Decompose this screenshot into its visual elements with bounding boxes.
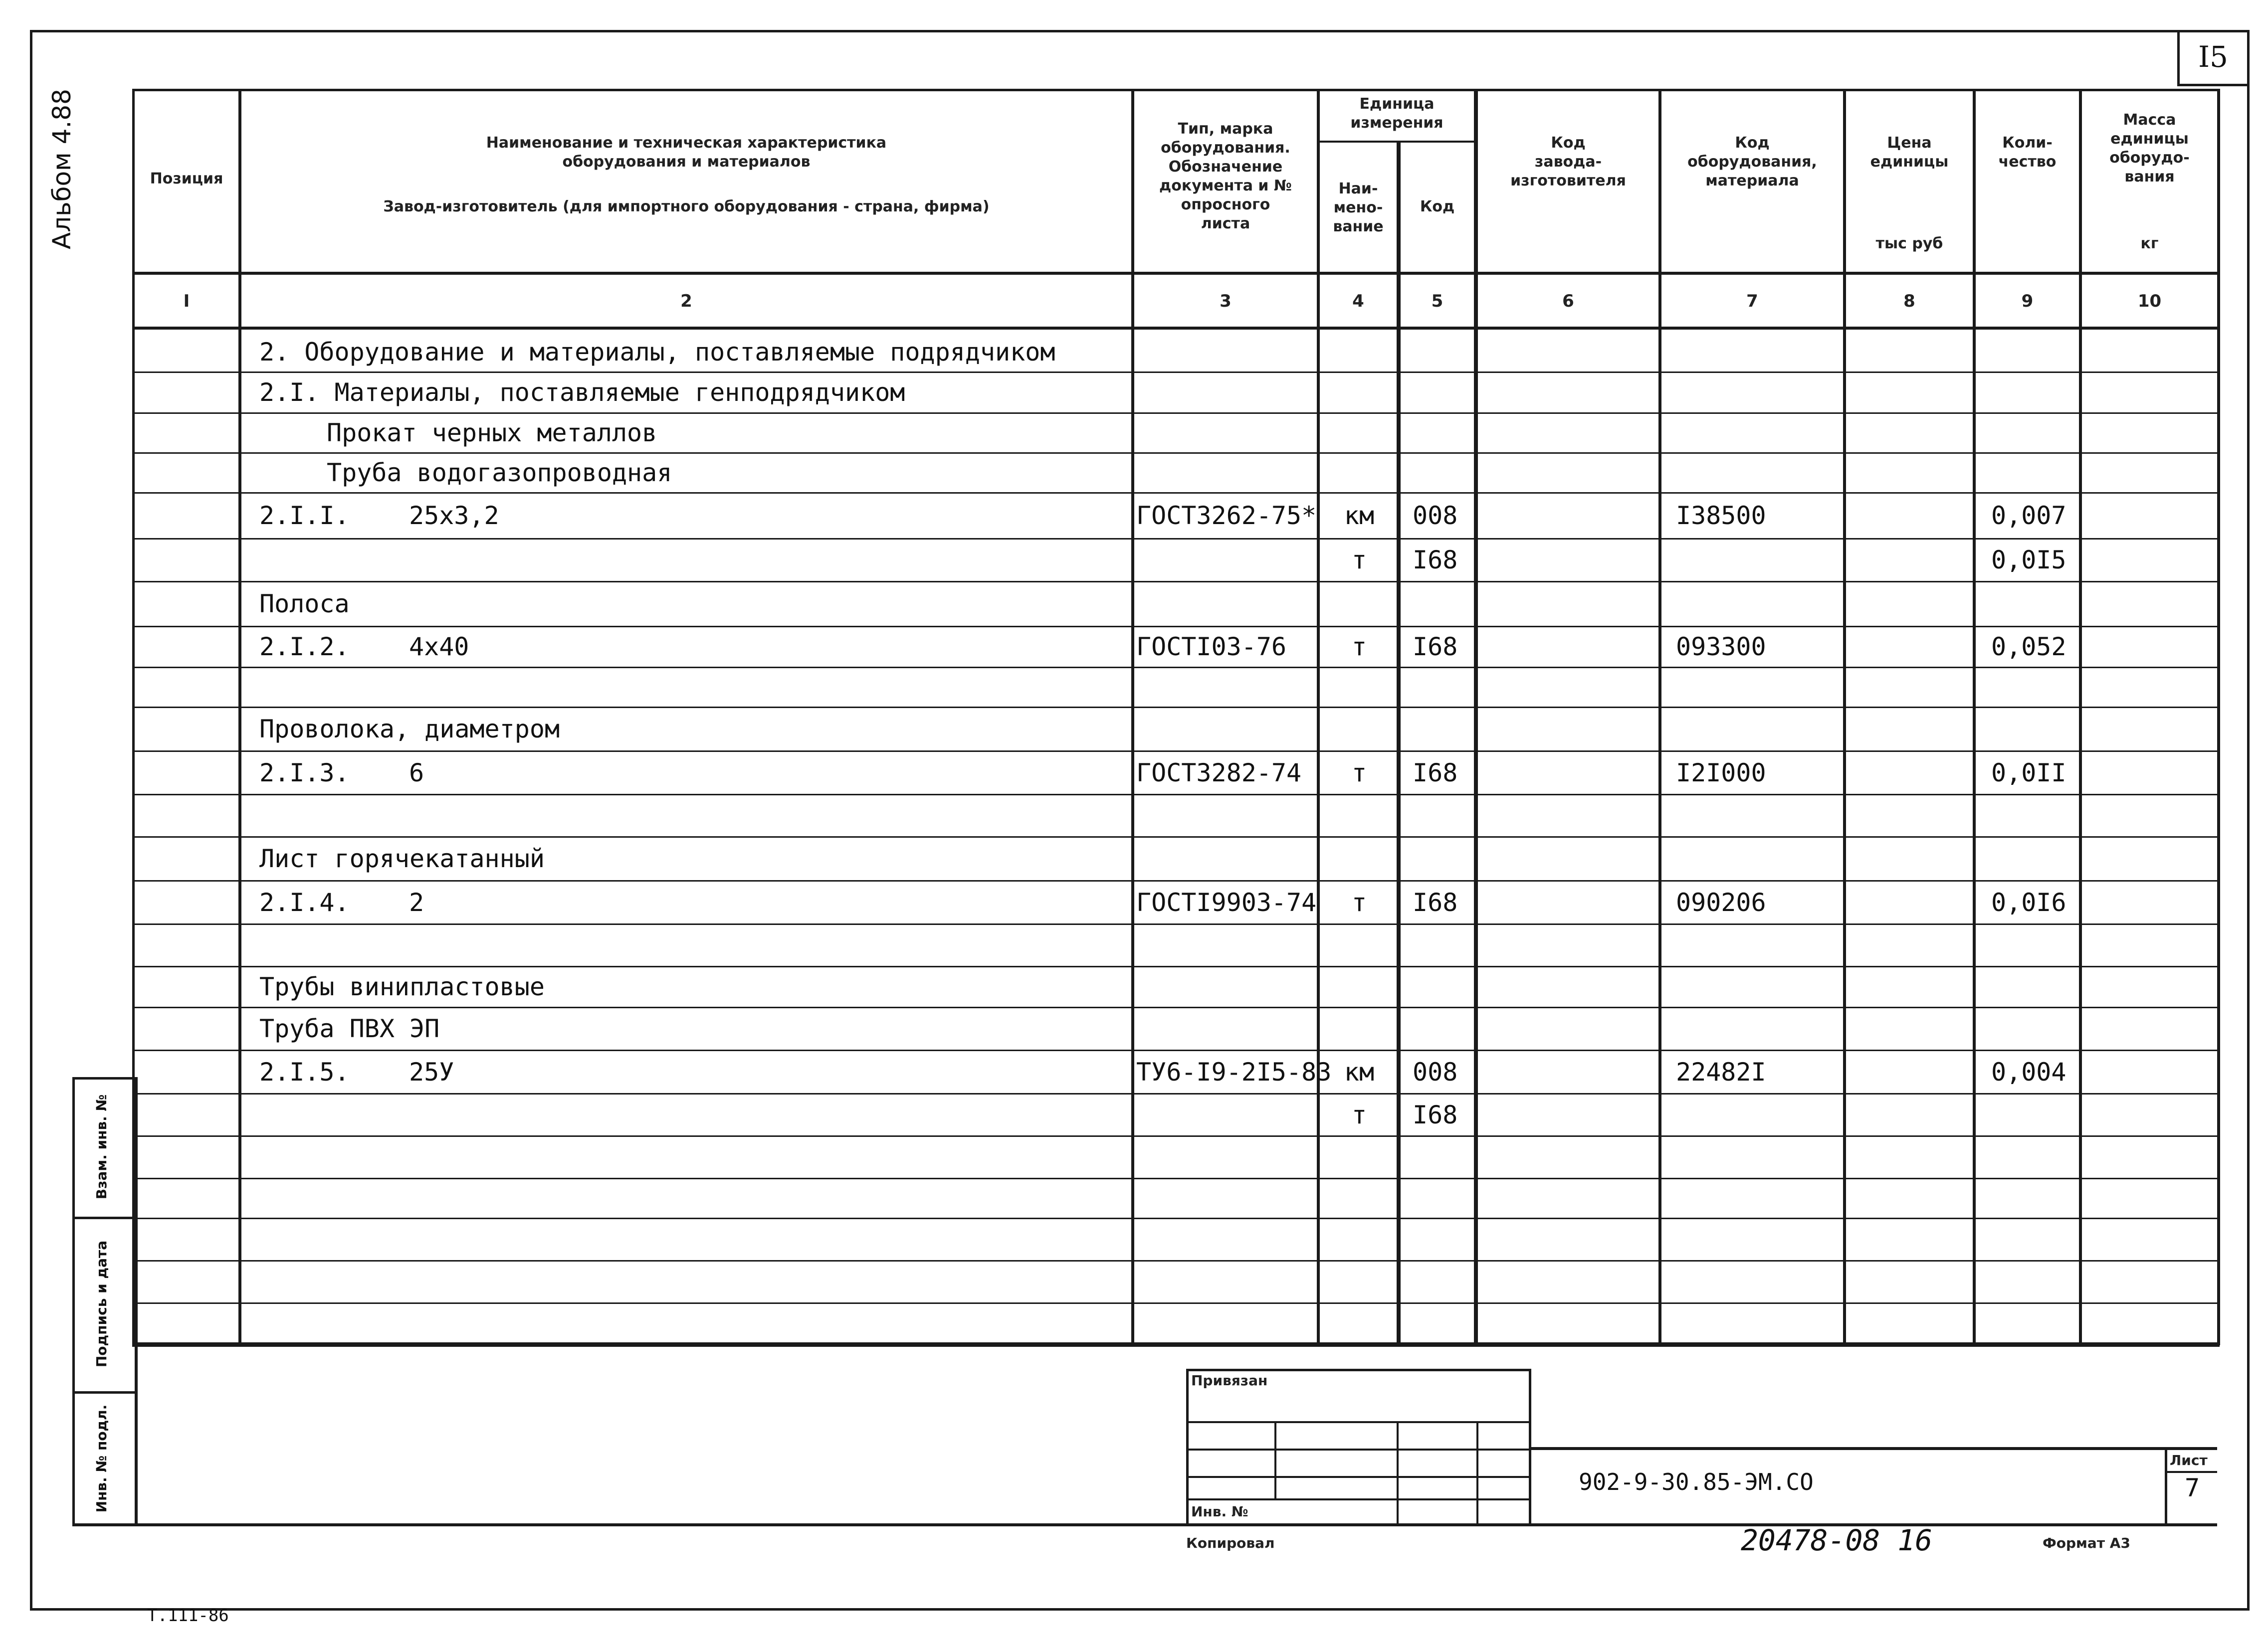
column-number: 3 <box>1220 291 1232 311</box>
column-number: 6 <box>1562 291 1574 311</box>
column-number: 4 <box>1352 291 1364 311</box>
header-mass-unit: кг <box>2140 235 2159 252</box>
cell-pos: 2.I.4. <box>259 888 350 917</box>
page-number: I5 <box>2198 40 2228 74</box>
stamp-original-inv: Инв. № подл. <box>93 1404 110 1513</box>
cell-doc: ГОСТI9903-74 <box>1136 888 1317 917</box>
cell-doc: ГОСТ3282-74 <box>1136 758 1302 787</box>
header-unit-name: Наи- мено- вание <box>1333 180 1384 235</box>
column-number: 7 <box>1746 291 1758 311</box>
inventory-number-label: Инв. № <box>1191 1503 1248 1520</box>
row-divider <box>135 880 2217 882</box>
cell-qty: 0,0II <box>1991 758 2066 787</box>
cell-name: 25х3,2 <box>409 501 499 530</box>
row-divider <box>135 1342 2217 1344</box>
column-number: 8 <box>1903 291 1915 311</box>
format-label: Формат А3 <box>2043 1535 2130 1551</box>
cell-qty: 0,007 <box>1991 501 2066 530</box>
stamp-replacement-inv: Взам. инв. № <box>93 1094 110 1200</box>
row-divider <box>135 707 2217 708</box>
cell-unit: км <box>1344 501 1375 530</box>
privyazan-label: Привязан <box>1191 1372 1268 1389</box>
row-divider <box>135 1178 2217 1179</box>
cell-ucode: I68 <box>1413 546 1458 574</box>
header-unit-code: Код <box>1420 198 1455 215</box>
cell-ucode: I68 <box>1413 888 1458 917</box>
row-divider <box>135 1302 2217 1304</box>
cell-qty: 0,004 <box>1991 1057 2066 1087</box>
header-position: Позиция <box>150 170 223 187</box>
row-divider <box>135 1135 2217 1137</box>
cell-name: 6 <box>409 758 424 787</box>
cell-mcode: I38500 <box>1676 501 1766 530</box>
cell-name: Проволока, диаметром <box>259 715 560 743</box>
row-divider <box>135 1218 2217 1219</box>
album-label: Альбом 4.88 <box>47 89 76 249</box>
frame-right <box>2247 30 2250 1611</box>
row-divider <box>135 794 2217 795</box>
row-divider <box>135 538 2217 540</box>
archive-number: 20478-08 16 <box>1741 1523 1933 1557</box>
row-divider <box>135 412 2217 414</box>
row-divider <box>135 1093 2217 1095</box>
cell-pos: 2.I.2. <box>259 632 350 661</box>
column-number: 9 <box>2021 291 2034 311</box>
header-type-doc: Тип, марка оборудования. Обозначение документа и № опросного листа <box>1159 120 1292 232</box>
cell-name: 25У <box>409 1057 454 1087</box>
row-divider <box>135 492 2217 494</box>
cell-ucode: I68 <box>1413 758 1458 787</box>
frame-bottom <box>30 1608 2250 1611</box>
row-divider <box>135 1050 2217 1051</box>
sheet-number: 7 <box>2184 1473 2200 1502</box>
frame-left <box>30 30 32 1611</box>
header-maker-code: Код завода- изготовителя <box>1510 134 1626 189</box>
header-quantity: Коли- чество <box>1998 134 2057 171</box>
cell-unit: т <box>1351 632 1367 661</box>
cell-qty: 0,0I5 <box>1991 546 2066 574</box>
column-number: 2 <box>680 291 692 311</box>
cell-qty: 0,052 <box>1991 632 2066 661</box>
cell-ucode: 008 <box>1413 1057 1458 1087</box>
cell-name: Трубы винипластовые <box>259 972 545 1001</box>
cell-unit: т <box>1351 546 1367 574</box>
cell-unit: т <box>1351 1100 1367 1129</box>
header-price-unit: тыс руб <box>1875 235 1943 252</box>
frame-top <box>30 30 2250 32</box>
cell-pos: 2.I.I. <box>259 501 350 530</box>
row-divider <box>135 626 2217 627</box>
cell-pos: 2.I.5. <box>259 1057 350 1087</box>
cell-qty: 0,0I6 <box>1991 888 2066 917</box>
row-divider <box>135 452 2217 454</box>
cell-name: 2. Оборудование и материалы, поставляемые подрядчиком <box>259 338 1055 366</box>
cell-ucode: I68 <box>1413 632 1458 661</box>
row-divider <box>135 371 2217 373</box>
column-number: I <box>183 291 190 311</box>
copied-by-label: Копировал <box>1186 1535 1275 1551</box>
cell-unit: т <box>1351 758 1367 787</box>
cell-name: 2 <box>409 888 424 917</box>
cell-doc: ГОСТI03-76 <box>1136 632 1287 661</box>
row-divider <box>135 966 2217 967</box>
document-code: 902-9-30.85-ЭМ.СО <box>1579 1468 1814 1495</box>
cell-ucode: I68 <box>1413 1100 1458 1129</box>
cell-name: Труба ПВХ ЭП <box>259 1014 440 1043</box>
row-divider <box>135 1260 2217 1262</box>
cell-name: Полоса <box>259 589 350 618</box>
cell-unit: км <box>1344 1057 1375 1087</box>
cell-name: 2.I. Материалы, поставляемые генподрядчиком <box>259 378 905 407</box>
form-code: Т.111-86 <box>147 1606 229 1626</box>
row-divider <box>135 836 2217 838</box>
cell-ucode: 008 <box>1413 501 1458 530</box>
header-material-code: Код оборудования, материала <box>1687 134 1817 189</box>
stamp-signature-date: Подпись и дата <box>93 1240 110 1368</box>
header-unit-group: Единица измерения <box>1350 95 1443 132</box>
cell-name: Прокат черных металлов <box>327 418 657 447</box>
row-divider <box>135 1007 2217 1008</box>
header-price: Цена единицы <box>1870 134 1949 171</box>
row-divider <box>135 667 2217 668</box>
cell-name: Труба водогазопроводная <box>327 458 672 487</box>
header-name: Наименование и техническая характеристика оборудования и материалов <box>486 134 887 171</box>
cell-unit: т <box>1351 888 1367 917</box>
row-divider <box>135 750 2217 752</box>
sheet-label: Лист <box>2170 1452 2208 1468</box>
header-manufacturer: Завод-изготовитель (для импортного оборудования - страна, фирма) <box>383 198 990 215</box>
column-number: 10 <box>2137 291 2162 311</box>
cell-mcode: 090206 <box>1676 888 1766 917</box>
cell-name: 4х40 <box>409 632 469 661</box>
cell-pos: 2.I.3. <box>259 758 350 787</box>
cell-mcode: I2I000 <box>1676 758 1766 787</box>
header-mass: Масса единицы оборудо- вания <box>2109 111 2190 185</box>
cell-name: Лист горячекатанный <box>259 844 545 873</box>
row-divider <box>135 581 2217 582</box>
cell-doc: ТУ6-I9-2I5-83 <box>1136 1057 1332 1087</box>
cell-mcode: 22482I <box>1676 1057 1766 1087</box>
column-number: 5 <box>1431 291 1443 311</box>
row-divider <box>135 923 2217 925</box>
cell-doc: ГОСТ3262-75* <box>1136 501 1317 530</box>
cell-mcode: 093300 <box>1676 632 1766 661</box>
